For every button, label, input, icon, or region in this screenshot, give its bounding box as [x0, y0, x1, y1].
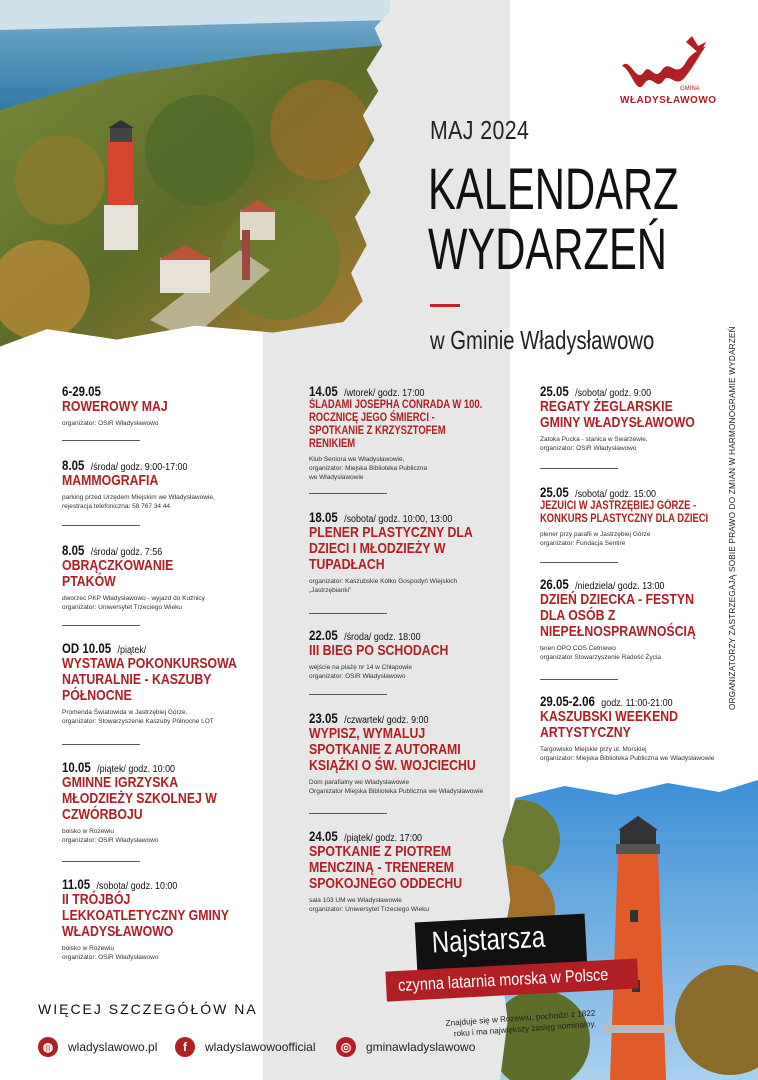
- instagram-icon: ◎: [336, 1037, 356, 1057]
- month-heading: MAJ 2024: [430, 115, 530, 145]
- event-date: 22.05 /środa/ godz. 18:00: [309, 628, 421, 643]
- title-line-2: WYDARZEŃ: [428, 217, 667, 282]
- event-card: [309, 711, 549, 796]
- coast-lighthouse-photo: [0, 0, 390, 350]
- event-title: JEZUICI W JASTRZĘBIEJ GÓRZE - KONKURS PLASTYCZNY DLA DZIECI: [540, 500, 709, 525]
- event-card: [309, 510, 549, 595]
- event-separator: [62, 625, 140, 626]
- event-title: DZIEŃ DZIECKA - FESTYN DLA OSÓB Z NIEPEŁNOSPRAWNOŚCIĄ: [540, 591, 696, 640]
- event-info: organizator: Kaszubskie Kółko Gospodyń Wiejskich „Jastrzębianki”: [309, 578, 458, 594]
- event-date: 8.05 /środa/ godz. 9:00-17:00: [62, 458, 188, 473]
- event-separator: [62, 861, 140, 862]
- facebook-icon: f: [175, 1037, 195, 1057]
- more-info-heading: WIĘCEJ SZCZEGÓŁÓW NA: [38, 1001, 258, 1017]
- event-title: MAMMOGRAFIA: [62, 472, 159, 489]
- event-date: 10.05 /piątek/ godz. 10:00: [62, 760, 176, 775]
- event-separator: [540, 562, 618, 563]
- event-info: boisko w Rozewiu organizator: OSiR Władysławowo: [62, 945, 159, 961]
- event-date: 18.05 /sobota/ godz. 10:00, 13:00: [309, 510, 453, 525]
- event-card: [540, 384, 758, 453]
- event-info: teren OPO COS Cetniewo organizator Stowarzyszenie Radość Życia: [540, 645, 662, 661]
- event-info: Dom parafialny we Władysławowie Organizator Miejska Biblioteka Publiczna we Władysławowie: [309, 779, 484, 795]
- event-date: 8.05 /środa/ godz. 7:56: [62, 543, 163, 558]
- event-date: 14.05 /wtorek/ godz. 17:00: [309, 384, 425, 399]
- event-separator: [540, 679, 618, 680]
- event-date: 23.05 /czwartek/ godz. 9:00: [309, 711, 429, 726]
- event-info: parking przed Urzędem Miejskim we Władysławowie, rejestracja telefoniczna: 58 767 34 44: [62, 494, 215, 510]
- event-separator: [62, 440, 140, 441]
- event-title: ROWEROWY MAJ: [62, 398, 168, 415]
- event-separator: [62, 744, 140, 745]
- globe-icon: ◍: [38, 1037, 58, 1057]
- instagram-link[interactable]: [336, 1036, 475, 1058]
- event-info: organizator: OSiR Władysławowo: [62, 420, 159, 427]
- event-title: GMINNE IGRZYSKA MŁODZIEŻY SZKOLNEJ W CZWÓRBOJU: [62, 774, 217, 823]
- banner-caption: Znajduje się w Rozewiu, pochodzi z 1822 roku i ma największy zasięg nominalny.: [445, 1008, 597, 1039]
- event-card: [62, 458, 302, 511]
- facebook-label: wladyslawowoofficial: [205, 1040, 316, 1054]
- event-separator: [62, 525, 140, 526]
- event-separator: [540, 468, 618, 469]
- event-separator: [309, 694, 387, 695]
- page-subtitle: w Gminie Władysławowo: [430, 325, 655, 355]
- event-separator: [309, 493, 387, 494]
- event-info: Promenda Światowida w Jastrzębiej Górze, organizator: Stowarzyszenie Kaszuby Północne LOT: [62, 709, 214, 725]
- event-info: Klub Seniora we Władysławowie, organizator: Miejska Biblioteka Publiczna we Władysławowie: [309, 456, 428, 481]
- event-date: 24.05 /piątek/ godz. 17:00: [309, 829, 423, 844]
- event-info: dworzec PKP Władysławowo - wyjazd do Kuźnicy organizator: Uniwersytet Trzeciego Wieku: [62, 595, 205, 611]
- event-title: OBRĄCZKOWANIE PTAKÓW: [62, 557, 174, 590]
- event-info: sala 103 UM we Władysławowie organizator: Uniwersytet Trzeciego Wieku: [309, 897, 429, 913]
- event-title: ŚLADAMI JOSEPHA CONRADA W 100. ROCZNICĘ JEGO ŚMIERCI - SPOTKANIE Z KRZYSZTOFEM RENIKIEM: [309, 399, 483, 450]
- event-date: 11.05 /sobota/ godz. 10:00: [62, 877, 178, 892]
- event-info: wejście na plażę nr 14 w Chłapowie organizator: OSiR Władysławowo: [309, 664, 412, 680]
- instagram-label: gminawladyslawowo: [366, 1040, 476, 1054]
- event-info: Targowisko Miejskie przy ul. Morskiej organizator: Miejska Biblioteka Publiczna we Władysławowie: [540, 746, 715, 762]
- event-title: WYSTAWA POKONKURSOWA NATURALNIE - KASZUBY PÓŁNOCNE: [62, 655, 237, 704]
- event-separator: [309, 813, 387, 814]
- event-title: KASZUBSKI WEEKEND ARTYSTYCZNY: [540, 708, 679, 741]
- event-card: [309, 628, 549, 681]
- event-title: II TRÓJBÓJ LEKKOATLETYCZNY GMINY WŁADYSŁAWOWO: [62, 891, 229, 940]
- event-title: REGATY ŻEGLARSKIE GMINY WŁADYSŁAWOWO: [540, 398, 695, 431]
- website-link[interactable]: [38, 1036, 157, 1058]
- event-card: [62, 384, 302, 428]
- event-card: [62, 543, 302, 612]
- event-title: WYPISZ, WYMALUJ SPOTKANIE Z AUTORAMI KSIĄŻKI O ŚW. WOJCIECHU: [309, 725, 476, 774]
- event-date: 25.05 /sobota/ godz. 9:00: [540, 384, 652, 399]
- event-date: 26.05 /niedziela/ godz. 13:00: [540, 577, 665, 592]
- coast-photo-illustration: [0, 0, 390, 350]
- event-title: III BIEG PO SCHODACH: [309, 642, 449, 659]
- event-info: plener przy parafii w Jastrzębiej Górze organizator: Fundacja Sentire: [540, 531, 651, 547]
- event-card: [62, 760, 302, 845]
- logo-gmina-label: GMINA: [680, 86, 700, 92]
- event-card: [62, 877, 302, 962]
- banner-headline: Najstarsza: [415, 914, 587, 975]
- event-title: PLENER PLASTYCZNY DLA DZIECI I MŁODZIEŻY W TUPADŁACH: [309, 524, 473, 573]
- banner-subline: czynna latarnia morska w Polsce: [385, 958, 638, 1001]
- event-card: [540, 694, 758, 763]
- event-date: 6-29.05: [62, 384, 101, 399]
- event-title: SPOTKANIE Z PIOTREM MENCZINĄ - TRENEREM SPOKOJNEGO ODDECHU: [309, 843, 463, 892]
- website-label: wladyslawowo.pl: [68, 1040, 158, 1054]
- side-disclaimer-text: ORGANIZATORZY ZASTRZEGAJĄ SOBIE PRAWO DO ZMIAN W HARMONOGRAMIE WYDARZEŃ: [728, 326, 737, 710]
- event-date: 25.05 /sobota/ godz. 15:00: [540, 485, 656, 500]
- page-title: [428, 157, 679, 282]
- title-line-1: KALENDARZ: [428, 157, 679, 222]
- facebook-link[interactable]: [175, 1036, 316, 1058]
- event-info: Zatoka Pucka - stanica w Swarzewie, organizator: OSiR Władysławowo: [540, 436, 648, 452]
- event-card: [540, 577, 758, 662]
- event-date: OD 10.05 /piątek/: [62, 641, 147, 656]
- event-info: boisko w Rozewiu organizator: OSiR Władysławowo: [62, 828, 159, 844]
- event-card: [540, 485, 758, 548]
- event-card: [62, 641, 302, 726]
- logo-text: WŁADYSŁAWOWO: [620, 95, 717, 106]
- event-separator: [309, 613, 387, 614]
- event-date: 29.05-2.06 godz. 11:00-21:00: [540, 694, 673, 709]
- event-card: [309, 384, 549, 482]
- title-accent-line: [430, 304, 460, 307]
